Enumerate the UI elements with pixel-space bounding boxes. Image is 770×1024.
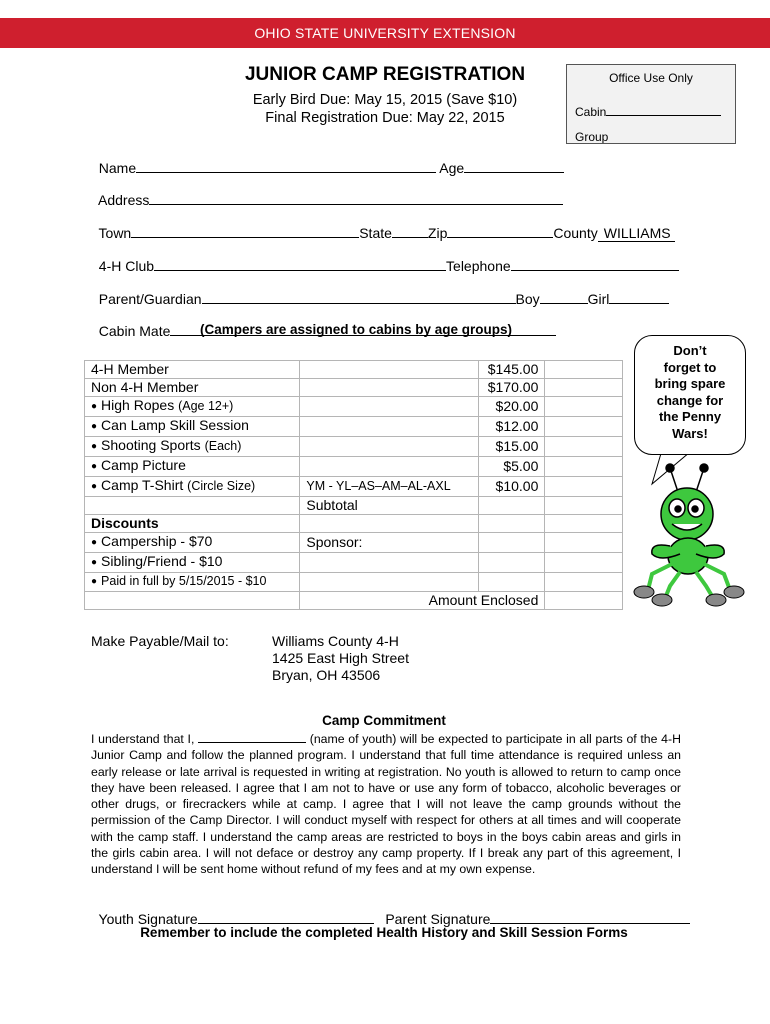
- parent-label: Parent/Guardian: [98, 291, 202, 307]
- table-row: [85, 397, 623, 417]
- mail-line1: Williams County 4-H: [272, 633, 399, 649]
- cabin-note: (Campers are assigned to cabins by age groups): [199, 322, 513, 337]
- commitment-title: Camp Commitment: [322, 713, 446, 728]
- zip-field[interactable]: [447, 223, 553, 238]
- table-row: [85, 437, 623, 457]
- table-row: [85, 379, 623, 397]
- club-label: 4-H Club: [98, 258, 155, 274]
- table-row: [85, 477, 623, 497]
- town-field[interactable]: [131, 223, 359, 238]
- office-use-box: [566, 64, 736, 144]
- youth-name-field[interactable]: [198, 730, 306, 743]
- fee-shooting-label: Shooting Sports: [101, 437, 201, 453]
- amount-enclosed-label: Amount Enclosed: [300, 592, 545, 610]
- final-due-date: Final Registration Due: May 22, 2015: [265, 110, 505, 126]
- girl-field[interactable]: [609, 289, 669, 304]
- club-field[interactable]: [154, 256, 446, 271]
- tshirt-sizes[interactable]: YM - YL–AS–AM–AL-AXL: [300, 477, 479, 497]
- parent-field[interactable]: [202, 289, 516, 304]
- table-row: [85, 533, 623, 553]
- fee-nonmember-amount[interactable]: [545, 379, 623, 397]
- fee-highropes-price: $20.00: [479, 397, 545, 417]
- commitment-text-rest: (name of youth) will be expected to participate in all parts of the 4-H Junior Camp and follow the planned program. I understand that full time attendance is required unless an early release or late arrival is requested in writing at registration. No youth is allowed to return to camp once they have been released. I agree that I am not to have or use any form of tobacco, alcoholic beverages or other drugs, or firecrackers while at camp. I agree that I will not leave the camp grounds without the permission of the Camp Director. I will conduct myself with respect for others at all times and will cooperate with the camp staff. I understand the camp areas are restricted to boys in the boys cabin areas and girls in the girls cabin area. I will not deface or destroy any camp property. If I break any part of this agreement, I understand I will be sent home without refund of my fees and at my own expense.: [91, 732, 681, 877]
- header-banner: [0, 18, 770, 48]
- fee-picture-price: $5.00: [479, 457, 545, 477]
- fee-highropes-amount[interactable]: [545, 397, 623, 417]
- cabin-mate-label: Cabin Mate: [98, 323, 171, 339]
- fee-nonmember-label: Non 4-H Member: [85, 379, 300, 397]
- penny-wars-bubble: [634, 335, 746, 455]
- amount-enclosed-field[interactable]: [545, 592, 623, 610]
- fee-highropes-label: High Ropes: [101, 397, 175, 413]
- town-label: Town: [98, 225, 132, 241]
- county-field[interactable]: WILLIAMS: [598, 225, 675, 242]
- early-bird-date: Early Bird Due: May 15, 2015 (Save $10): [252, 92, 518, 108]
- table-row: [85, 417, 623, 437]
- bubble-line: the Penny: [658, 409, 722, 424]
- zip-label: Zip: [427, 225, 448, 241]
- address-label: Address: [98, 192, 150, 208]
- table-row: [85, 515, 623, 533]
- fee-shooting-amount[interactable]: [545, 437, 623, 457]
- youth-signature-label: Youth Signature: [98, 911, 198, 927]
- bug-mascot-image: [630, 462, 750, 612]
- fee-canlamp-amount[interactable]: [545, 417, 623, 437]
- subtotal-amount[interactable]: [545, 497, 623, 515]
- mail-label: Make Payable/Mail to:: [91, 633, 229, 649]
- bubble-line: bring spare: [654, 376, 726, 391]
- telephone-field[interactable]: [511, 256, 679, 271]
- table-row: [85, 573, 623, 592]
- fee-member-label: 4-H Member: [85, 361, 300, 379]
- reminder-text: Remember to include the completed Health History and Skill Session Forms: [140, 925, 628, 940]
- youth-signature-field[interactable]: [198, 909, 374, 924]
- paid-full-amount[interactable]: [545, 573, 623, 592]
- fee-tshirt-label: Camp T-Shirt: [101, 477, 184, 493]
- boy-field[interactable]: [540, 289, 588, 304]
- office-cabin-field[interactable]: [606, 101, 721, 116]
- state-label: State: [359, 225, 392, 241]
- mail-line3: Bryan, OH 43506: [272, 667, 381, 683]
- subtotal-label: Subtotal: [300, 497, 479, 515]
- org-name: OHIO STATE UNIVERSITY EXTENSION: [254, 25, 516, 41]
- fee-shooting-note: (Each): [204, 439, 242, 453]
- fee-member-amount[interactable]: [545, 361, 623, 379]
- office-cabin-label: Cabin: [575, 105, 607, 119]
- table-row: [85, 553, 623, 573]
- sibling-amount[interactable]: [545, 553, 623, 573]
- fee-tshirt-note: (Circle Size): [187, 479, 256, 493]
- fee-picture-amount[interactable]: [545, 457, 623, 477]
- sibling-label: ● Sibling/Friend - $10: [85, 553, 300, 573]
- bubble-text: [635, 336, 745, 442]
- fee-highropes-note: (Age 12+): [178, 399, 234, 413]
- sponsor-label: Sponsor:: [300, 533, 479, 553]
- campership-label: ● Campership - $70: [85, 533, 300, 553]
- bubble-line: Don’t: [673, 343, 707, 358]
- fee-nonmember-price: $170.00: [479, 379, 545, 397]
- office-use-heading: Office Use Only: [609, 71, 693, 85]
- address-field[interactable]: [149, 190, 563, 205]
- county-label: County: [553, 225, 598, 241]
- fee-picture-label: ● Camp Picture: [85, 457, 300, 477]
- fee-member-price: $145.00: [479, 361, 545, 379]
- campership-amount[interactable]: [545, 533, 623, 553]
- commitment-text: [91, 730, 681, 878]
- boy-label: Boy: [515, 291, 540, 307]
- fee-tshirt-amount[interactable]: [545, 477, 623, 497]
- fee-shooting-price: $15.00: [479, 437, 545, 457]
- name-field[interactable]: [136, 158, 436, 173]
- bubble-line: forget to: [663, 359, 717, 375]
- table-row: [85, 592, 623, 610]
- table-row: [85, 497, 623, 515]
- table-row: [85, 457, 623, 477]
- fee-tshirt-price: $10.00: [479, 477, 545, 497]
- fee-canlamp-price: $12.00: [479, 417, 545, 437]
- girl-label: Girl: [587, 291, 610, 307]
- name-label: Name: [98, 160, 137, 176]
- state-field[interactable]: [392, 223, 428, 238]
- parent-signature-field[interactable]: [490, 909, 690, 924]
- age-field[interactable]: [464, 158, 564, 173]
- discounts-heading: Discounts: [85, 515, 300, 533]
- fee-table: [84, 360, 623, 610]
- mail-line2: 1425 East High Street: [272, 650, 409, 666]
- parent-signature-label: Parent Signature: [385, 911, 491, 927]
- telephone-label: Telephone: [446, 258, 511, 274]
- paid-full-label: ● Paid in full by 5/15/2015 - $10: [85, 573, 300, 592]
- bubble-line: change for: [656, 392, 724, 408]
- bubble-line: Wars!: [672, 425, 708, 441]
- commitment-text-start: I understand that I,: [91, 732, 199, 746]
- office-group-label: Group: [575, 130, 609, 144]
- form-title: JUNIOR CAMP REGISTRATION: [244, 64, 526, 85]
- table-row: [85, 361, 623, 379]
- age-label: Age: [439, 160, 465, 176]
- fee-canlamp-label: ● Can Lamp Skill Session: [85, 417, 300, 437]
